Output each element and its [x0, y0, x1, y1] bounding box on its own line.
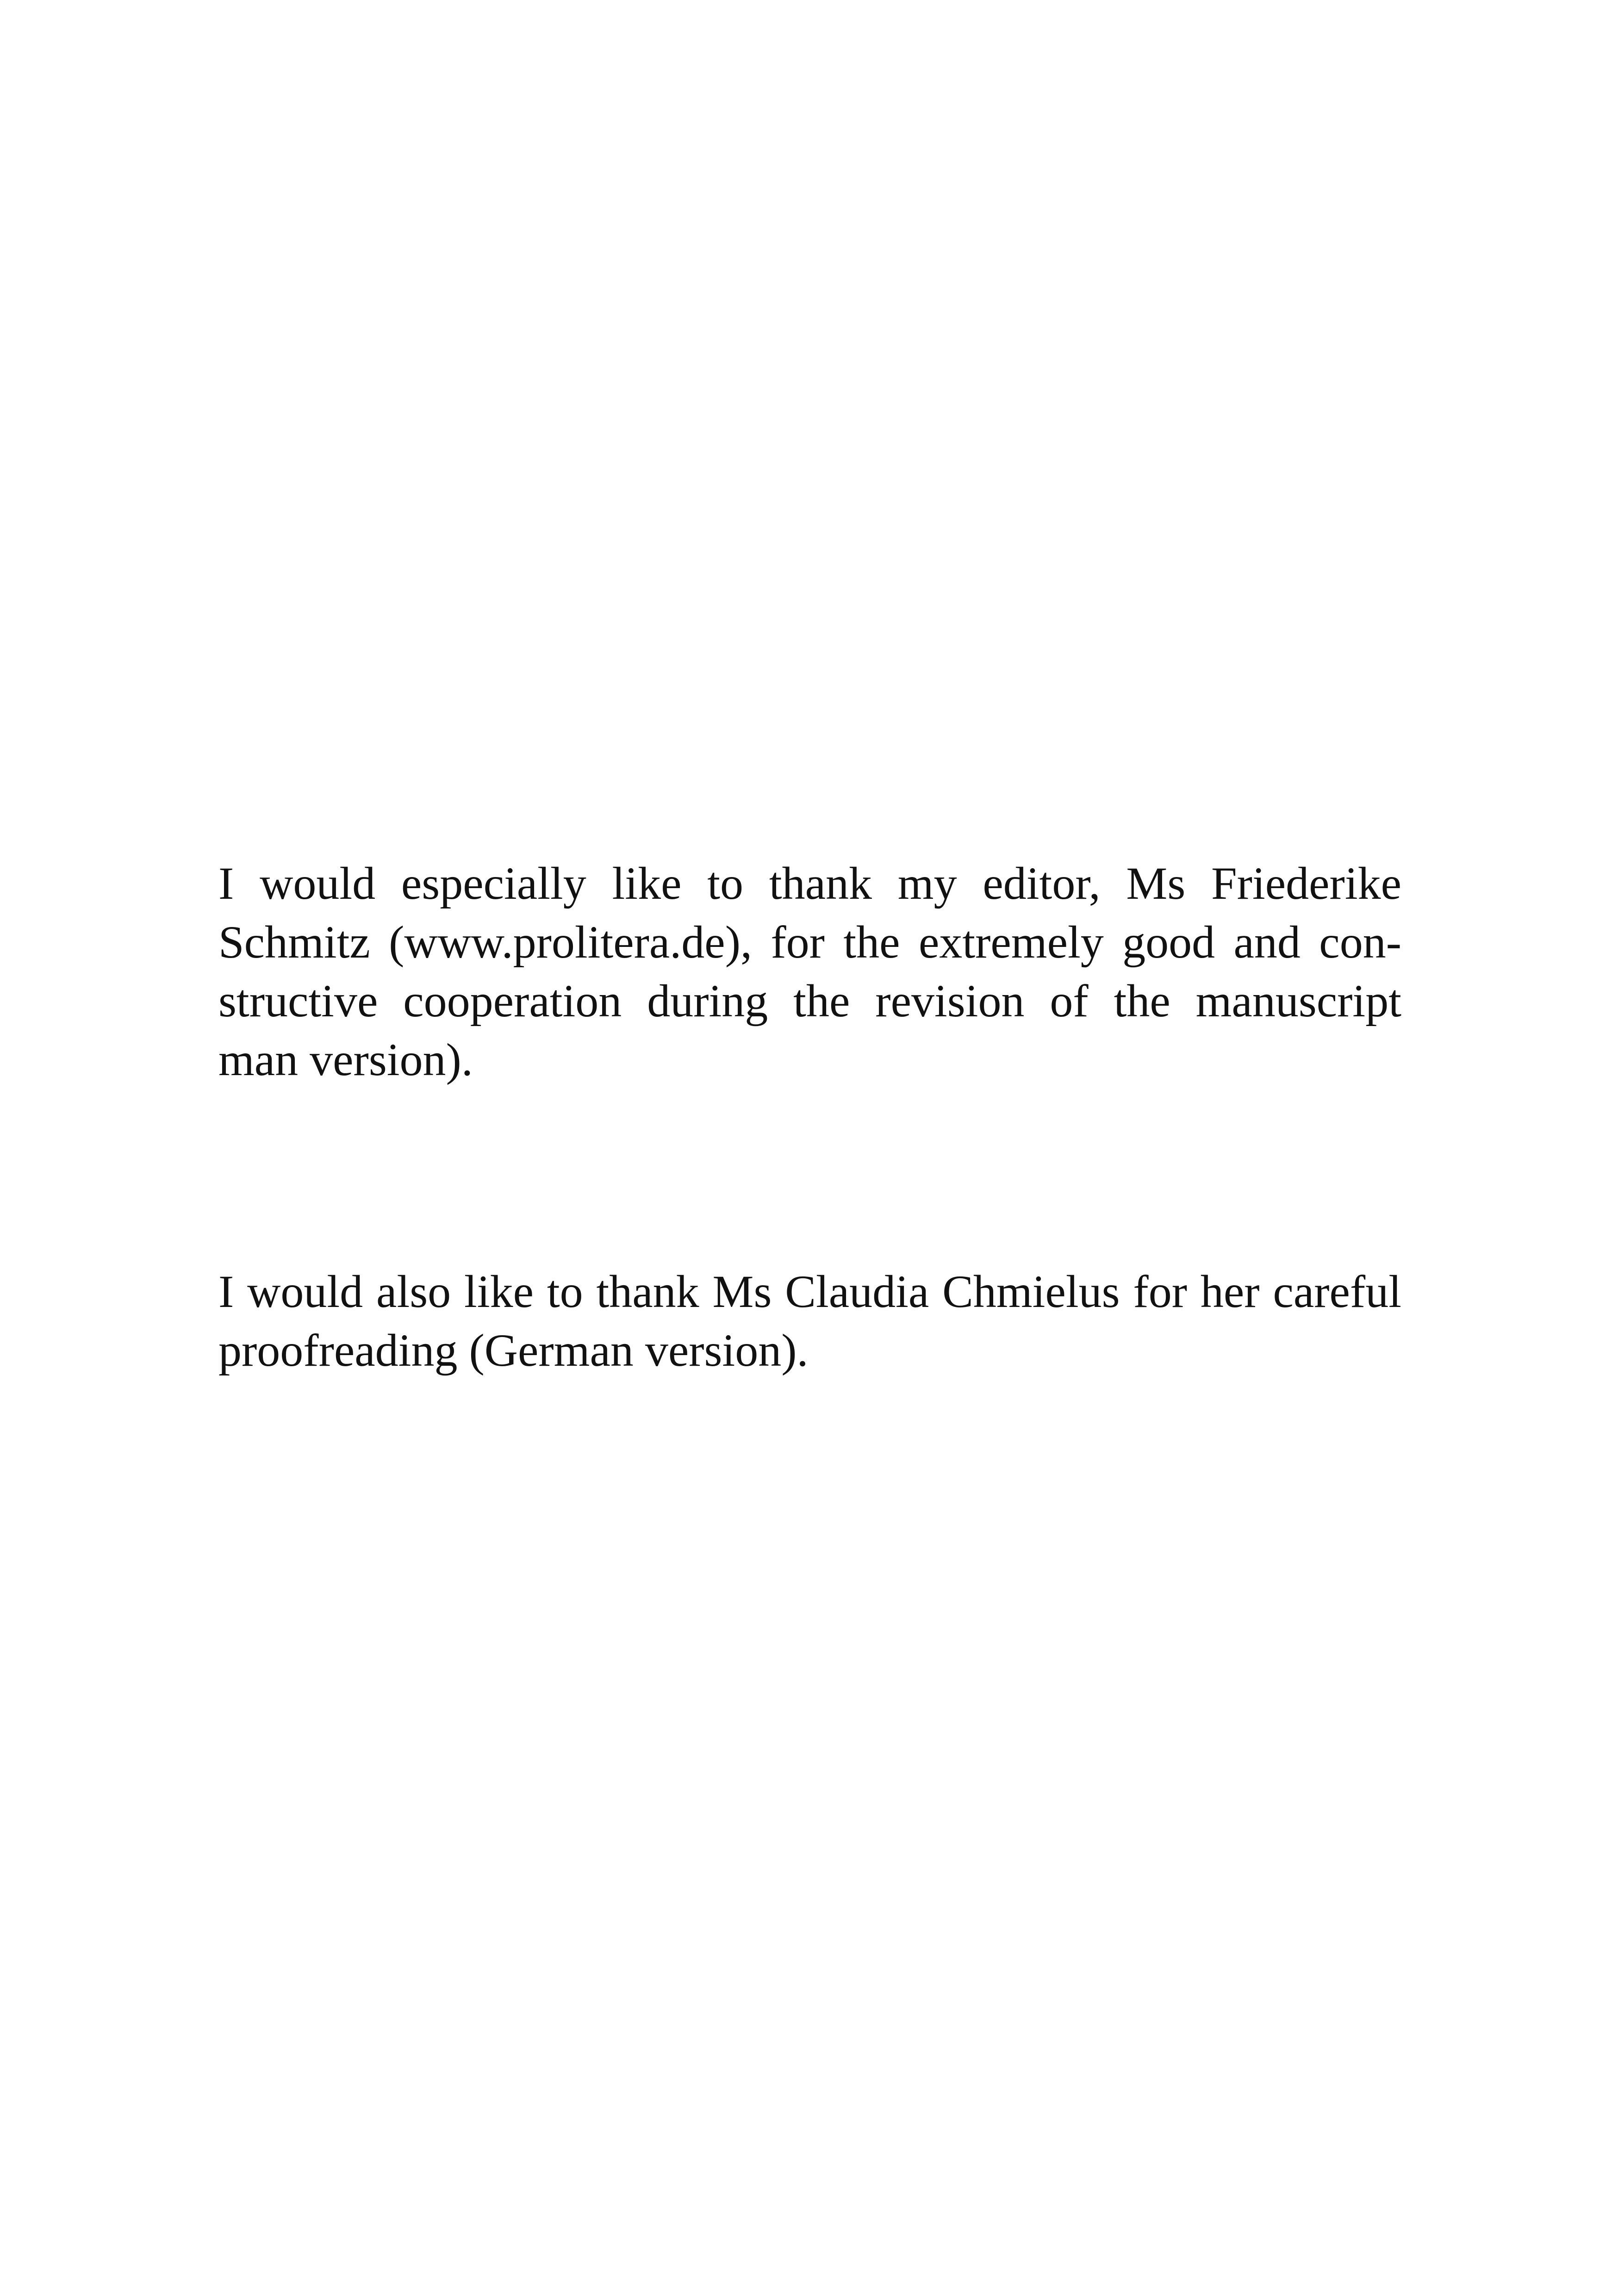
acknowledgement-paragraph-editor [218, 854, 1401, 1089]
paragraph-line: I would also like to thank Ms Claudia Chmielus for her careful [218, 1266, 1401, 1317]
paragraph-line: proofreading (German version). [218, 1325, 809, 1376]
paragraph-line: I would especially like to thank my editor, Ms Friederike [218, 858, 1401, 909]
paragraph-line: man version). [218, 1034, 473, 1085]
acknowledgement-paragraph-proofreader [218, 1262, 1401, 1380]
paragraph-line: Schmitz (www.prolitera.de), for the extremely good and con- [218, 916, 1401, 968]
paragraph-line: structive cooperation during the revision of the manuscript [218, 975, 1401, 1027]
